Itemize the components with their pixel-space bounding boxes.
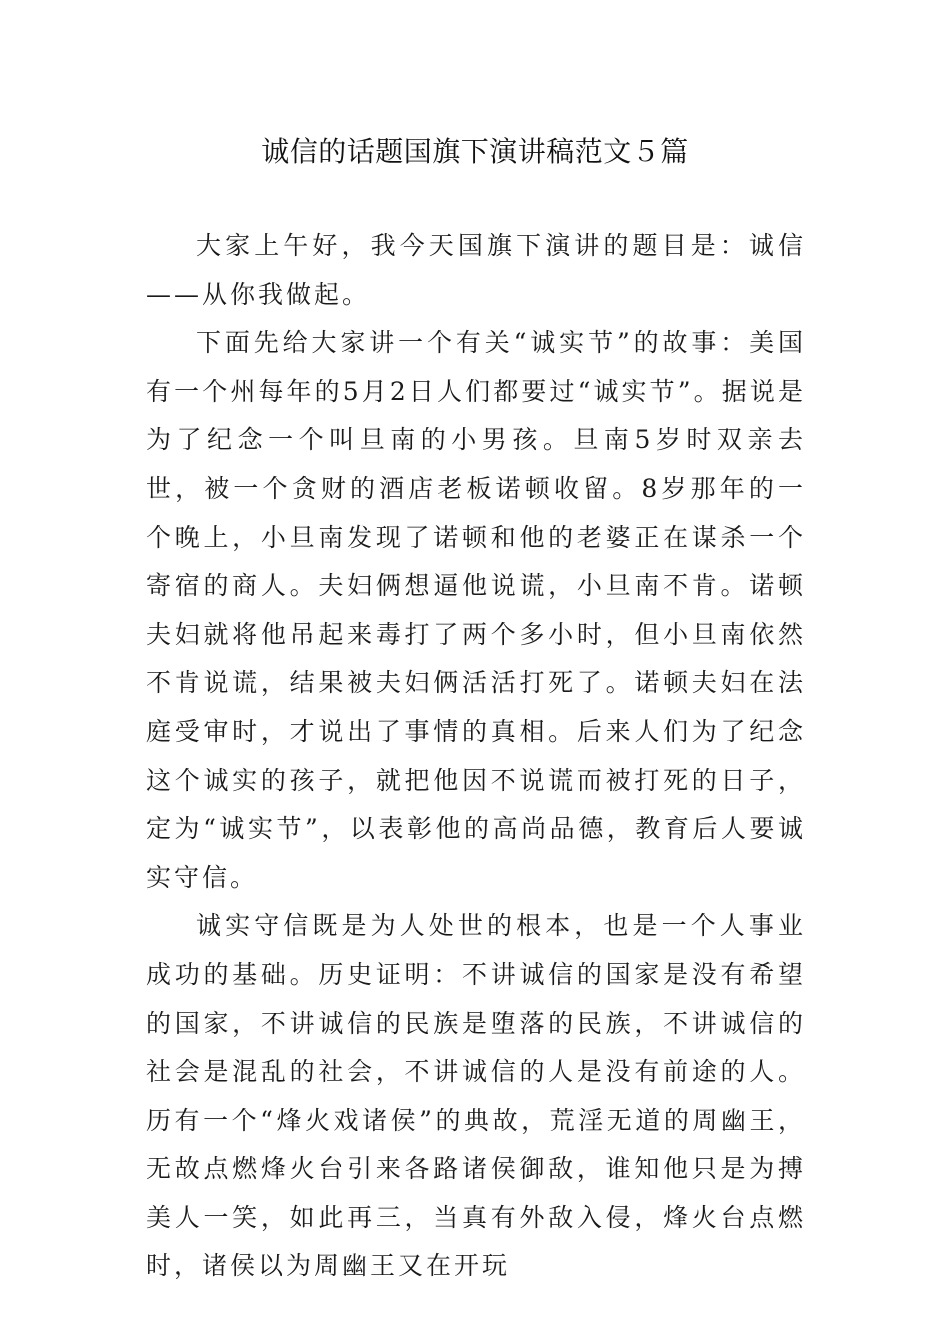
paragraph-greeting: 大家上午好，我今天国旗下演讲的题目是：诚信——从你我做起。 [146, 231, 806, 309]
paragraph-story: 下面先给大家讲一个有关“诚实节”的故事：美国有一个州每年的5月2日人们都要过“诚实节”。据说是为了纪念一个叫旦南的小男孩。旦南5岁时双亲去世，被一个贪财的酒店老板诺顿收留。8岁那年的一个晚上，小旦南发现了诺顿和他的老婆正在谋杀一个寄宿的商人。夫妇俩想逼他说谎，小旦南不肯。诺顿夫妇就将他吊起来毒打了两个多小时，但小旦南依然不肯说谎，结果被夫妇俩活活打死了。诺顿夫妇在法庭受审时，才说出了事情的真相。后来人们为了纪念这个诚实的孩子，就把他因不说谎而被打死的日子，定为“诚实节”，以表彰他的高尚品德，教育后人要诚实守信。 [146, 328, 806, 892]
document-body [146, 222, 806, 1291]
paragraph-history: 诚实守信既是为人处世的根本，也是一个人事业成功的基础。历史证明：不讲诚信的国家是没有希望的国家，不讲诚信的民族是堕落的民族，不讲诚信的社会是混乱的社会，不讲诚信的人是没有前途的人。历有一个“烽火戏诸侯”的典故，荒淫无道的周幽王，无故点燃烽火台引来各路诸侯御敌，谁知他只是为搏美人一笑，如此再三，当真有外敌入侵，烽火台点燃时，诸侯以为周幽王又在开玩 [146, 911, 806, 1281]
document-title: 诚信的话题国旗下演讲稿范文５篇 [261, 135, 689, 168]
